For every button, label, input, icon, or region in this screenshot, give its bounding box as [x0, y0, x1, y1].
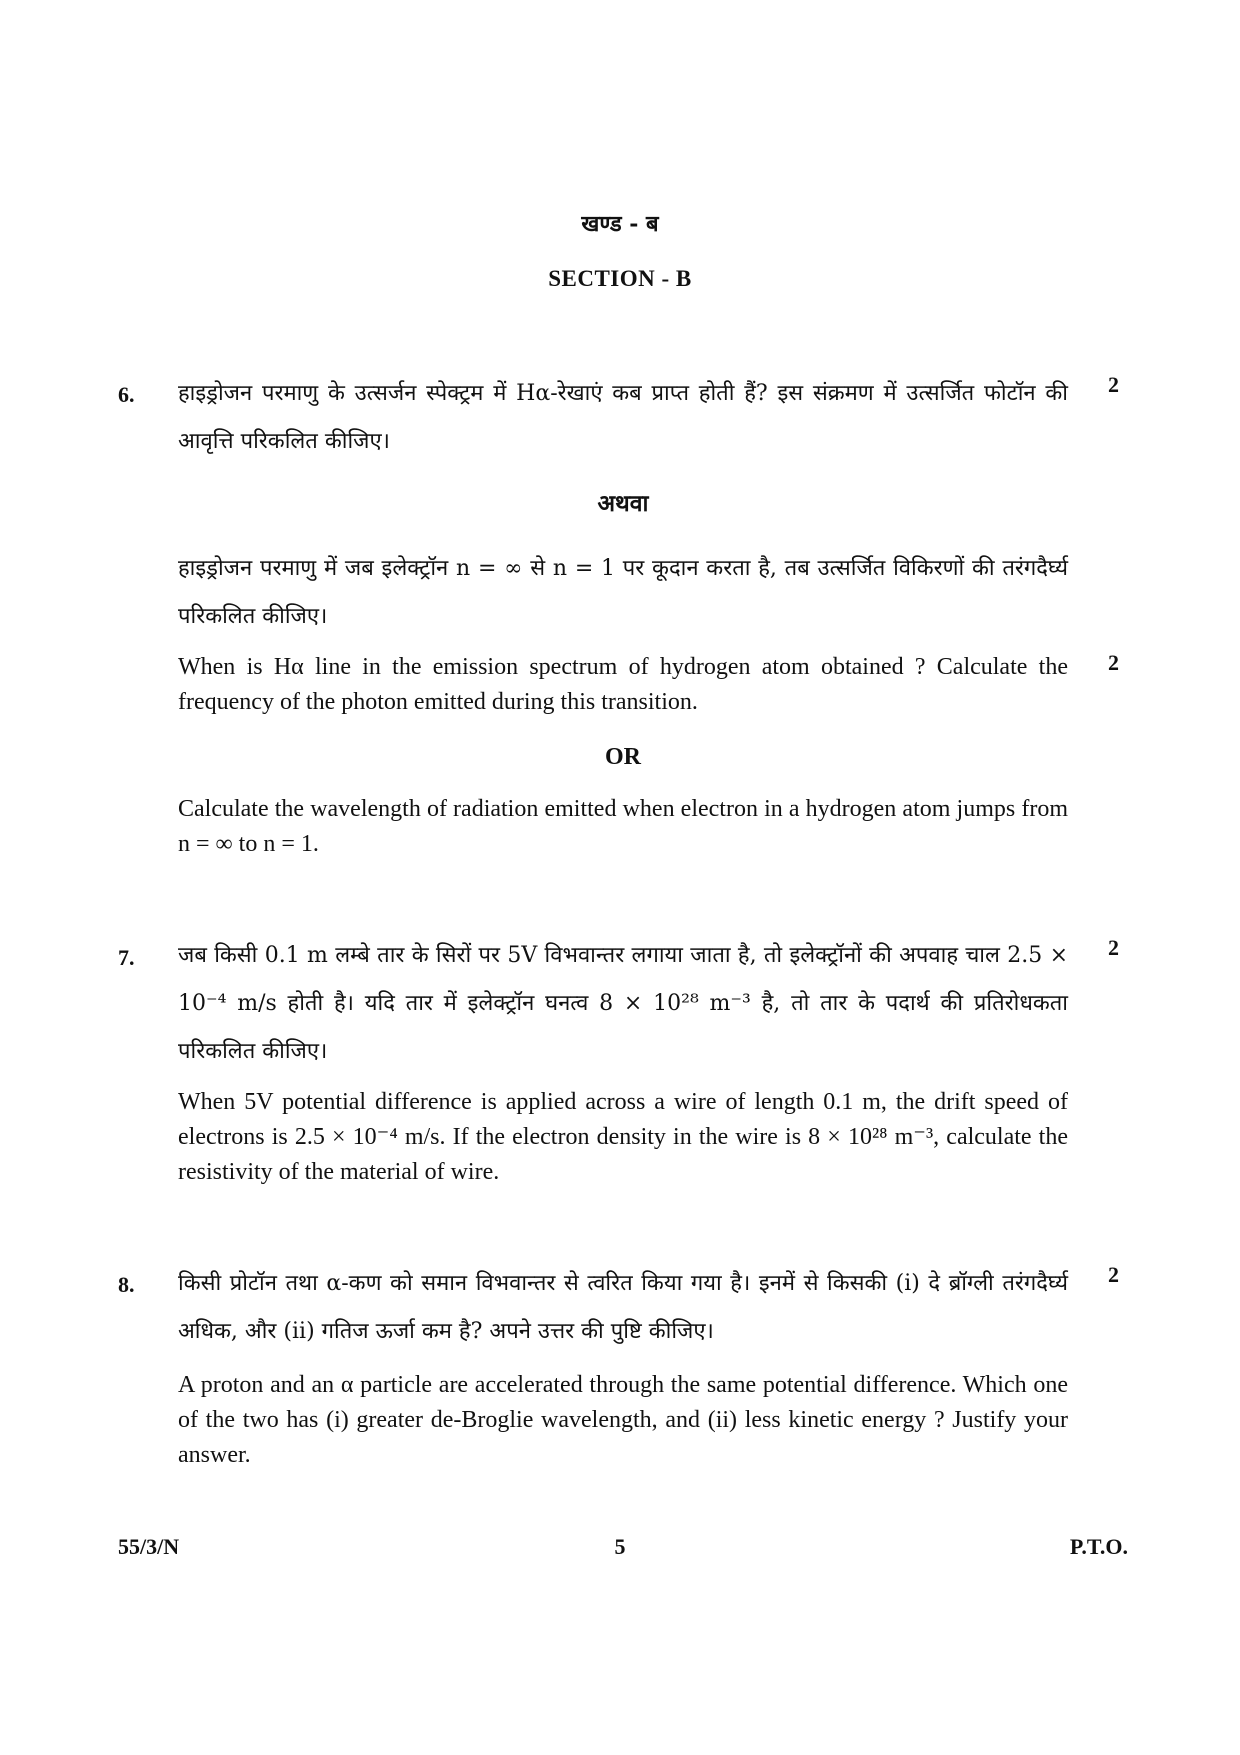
question-alt-text-english: Calculate the wavelength of radiation emitted when electron in a hydrogen atom jumps from n = ∞ to n = 1. [178, 796, 1068, 857]
question-text-hindi: किसी प्रोटॉन तथा α-कण को समान विभवान्तर से त्वरित किया गया है। इनमें से किसकी (i) दे ब्रॉग्ली तरंगदैर्घ्य अधिक, और (ii) गतिज ऊर्जा कम है? अपने उत्तर की पुष्टि कीजिए। [178, 1271, 1068, 1344]
pto-label: P.T.O. [1069, 1534, 1128, 1559]
question-text-english: A proton and an α particle are accelerated through the same potential difference. Which one of the two has (i) greater de-Broglie wavelength, and (ii) less kinetic energy ? Justify your answer. [178, 1372, 1068, 1468]
question-number: 6. [118, 382, 135, 407]
question-marks: 2 [1108, 650, 1119, 675]
or-label-hindi: अथवा [597, 490, 649, 517]
question-text-english: When 5V potential difference is applied across a wire of length 0.1 m, the drift speed of electrons is 2.5 × 10⁻⁴ m/s. If the electron density in the wire is 8 × 10²⁸ m⁻³, calculate the resistivity of the material of wire. [178, 1089, 1068, 1185]
question-marks: 2 [1108, 372, 1119, 397]
question-text-hindi: जब किसी 0.1 m लम्बे तार के सिरों पर 5V विभवान्तर लगाया जाता है, तो इलेक्ट्रॉनों की अपवाह चाल 2.5 × 10⁻⁴ m/s होती है। यदि तार में इलेक्ट्रॉन घनत्व 8 × 10²⁸ m⁻³ है, तो तार के पदार्थ की प्रतिरोधकता परिकलित कीजिए। [178, 943, 1068, 1064]
question-marks: 2 [1108, 1262, 1119, 1287]
question-text-english: When is Hα line in the emission spectrum of hydrogen atom obtained ? Calculate the frequency of the photon emitted during this transition. [178, 654, 1068, 715]
or-label-english: OR [605, 744, 641, 770]
question-number: 8. [118, 1272, 135, 1297]
question-marks: 2 [1108, 935, 1119, 960]
question-number: 7. [118, 945, 135, 970]
paper-code: 55/3/N [118, 1534, 180, 1559]
question-alt-text-hindi: हाइड्रोजन परमाणु में जब इलेक्ट्रॉन n = ∞ से n = 1 पर कूदान करता है, तब उत्सर्जित विकिरणों की तरंगदैर्घ्य परिकलित कीजिए। [178, 556, 1068, 629]
question-text-hindi: हाइड्रोजन परमाणु के उत्सर्जन स्पेक्ट्रम में Hα-रेखाएं कब प्राप्त होती हैं? इस संक्रमण में उत्सर्जित फोटॉन की आवृत्ति परिकलित कीजिए। [178, 381, 1068, 454]
section-title-hindi: खण्ड - ब [581, 211, 659, 237]
page-number: 5 [614, 1534, 626, 1559]
section-title-english: SECTION - B [548, 266, 692, 291]
